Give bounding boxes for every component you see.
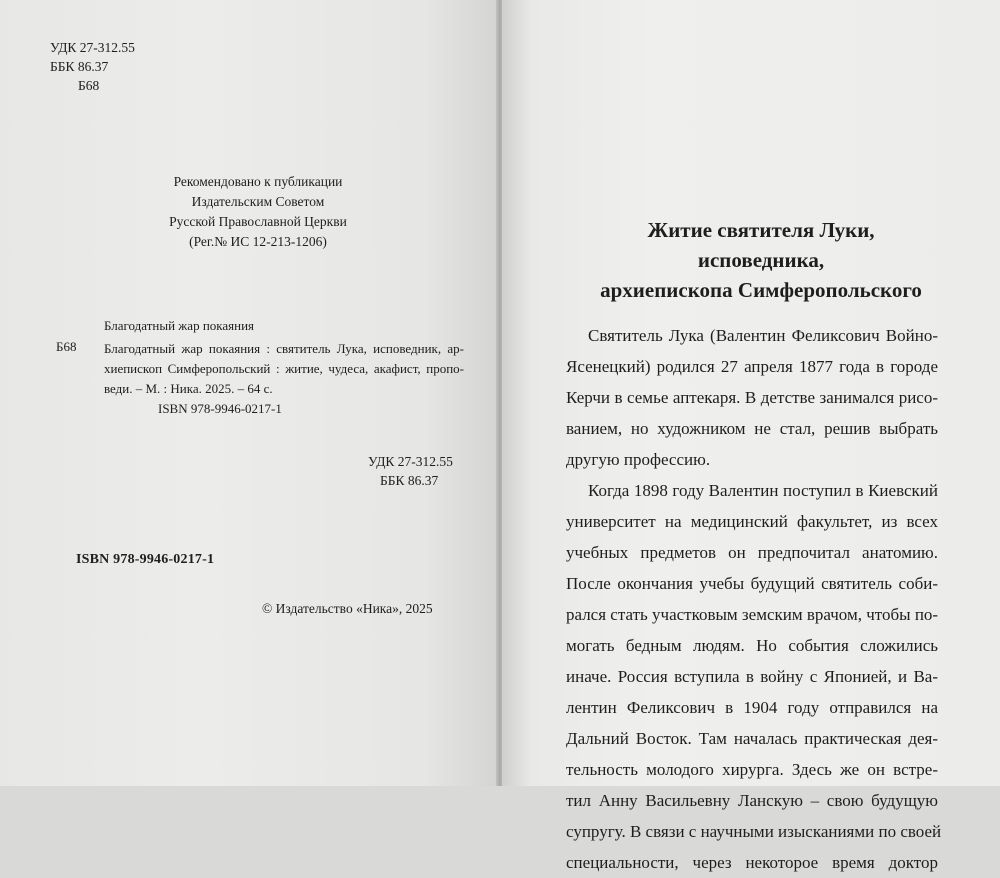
udk-code: УДК 27-312.55 xyxy=(368,454,453,469)
bibliographic-line: веди. – М. : Ника. 2025. – 64 с. xyxy=(104,381,273,396)
body-line: лентин Феликсович в 1904 году отправился на xyxy=(566,698,938,717)
registration-number: (Рег.№ ИС 12-213-1206) xyxy=(189,234,327,249)
recommendation-line: Издательским Советом xyxy=(191,194,325,209)
recommendation-line: Рекомендовано к публикации xyxy=(173,174,343,189)
body-line: рался стать участковым земским врачом, чтобы по- xyxy=(566,605,939,624)
body-line: супругу. В связи с научными изысканиями по своей xyxy=(566,822,942,841)
chapter-title-line: архиепископа Симферопольского xyxy=(600,278,922,302)
udk-classification-top xyxy=(50,38,135,95)
body-line: учебных предметов он предпочитал анатомию. xyxy=(566,543,938,562)
isbn-number: ISBN 978-9946-0217-1 xyxy=(76,552,215,567)
body-line: специальности, через некоторое время доктор xyxy=(566,853,938,872)
body-line: тельность молодого хирурга. Здесь же он встре- xyxy=(566,760,938,779)
body-line: университет на медицинский факультет, из всех xyxy=(566,512,938,531)
body-line: Дальний Восток. Там началась практическая дея- xyxy=(566,729,938,748)
bibliographic-description xyxy=(104,339,464,399)
chapter-title-line: исповедника, xyxy=(697,248,825,272)
body-line: тил Анну Васильевну Ланскую – свою будущую xyxy=(566,791,938,810)
body-line: Керчи в семье аптекаря. В детстве занимался рисо- xyxy=(566,388,938,407)
recommendation-line: Русской Православной Церкви xyxy=(169,214,347,229)
bibliographic-code: Б68 xyxy=(56,339,77,354)
body-line: После окончания учебы будущий святитель соби- xyxy=(566,574,938,593)
udk-classification-bottom xyxy=(368,452,453,490)
udk-code: УДК 27-312.55 xyxy=(50,40,135,55)
body-line: Когда 1898 году Валентин поступил в Киевский xyxy=(588,481,938,500)
recommendation-block xyxy=(0,172,498,252)
body-line: ванием, но художником не стал, решив выбрать xyxy=(566,419,938,438)
copyright-notice: © Издательство «Ника», 2025 xyxy=(262,601,433,616)
body-line: Святитель Лука (Валентин Феликсович Войно- xyxy=(588,326,938,345)
author-mark: Б68 xyxy=(78,78,100,93)
body-line: Ясенецкий) родился 27 апреля 1877 года в городе xyxy=(566,357,938,376)
body-line: иначе. Россия вступила в войну с Японией, и Ва- xyxy=(566,667,938,686)
body-line: другую профессию. xyxy=(566,450,711,469)
chapter-title-line: Житие святителя Луки, xyxy=(647,218,875,242)
bibliographic-line: Благодатный жар покаяния : святитель Лука, исповедник, ар- xyxy=(104,341,464,356)
bbk-code: ББК 86.37 xyxy=(50,59,109,74)
body-text xyxy=(566,320,942,878)
bibliographic-isbn: ISBN 978-9946-0217-1 xyxy=(158,401,282,416)
chapter-title xyxy=(502,215,1000,305)
bibliographic-line: хиепископ Симферопольский : житие, чудеса, акафист, пропо- xyxy=(104,361,464,376)
body-line: могать бедным людям. Но события сложились xyxy=(566,636,938,655)
bbk-code: ББК 86.37 xyxy=(380,473,439,488)
bibliographic-title: Благодатный жар покаяния xyxy=(104,318,255,333)
